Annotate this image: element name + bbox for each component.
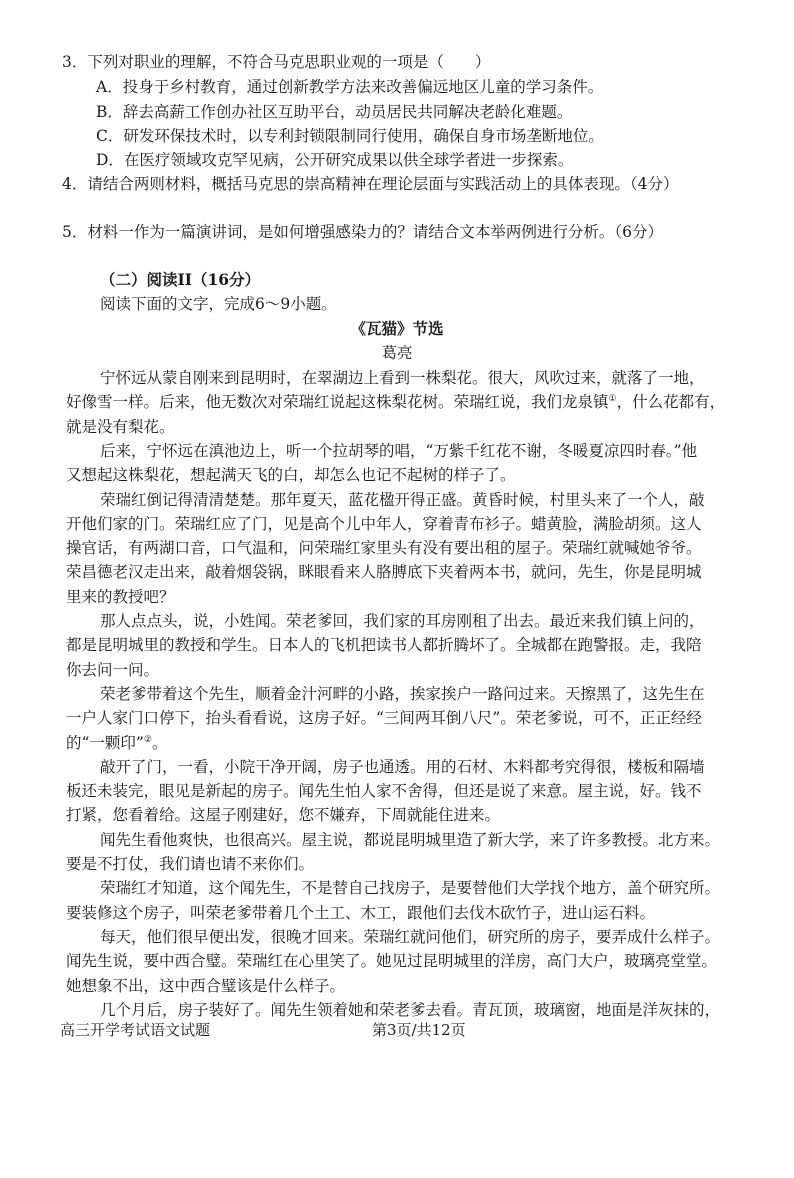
question-3-option-b: B．辞去高薪工作创办社区互助平台，动员居民共同解决老龄化难题。 (96, 103, 573, 121)
passage-line-text: 一户人家门口停下，抬头看看说，这房子好。“三间两耳倒八尺”。荣老爹说，可不，正正经经 (66, 709, 702, 727)
passage-line-text: 打紧，您看着给。这屋子刚建好，您不嫌弃，下周就能住进来。 (66, 806, 501, 824)
passage-line (100, 878, 720, 898)
passage-line (66, 660, 159, 680)
passage-line (66, 635, 702, 655)
footer-page-number: 第3页/共12页 (372, 1021, 466, 1039)
passage-line (100, 611, 705, 631)
question-3-option-a: A．投身于乡村教育，通过创新教学方法来改善偏远地区儿童的学习条件。 (96, 78, 604, 96)
passage-line-text: 闻先生说，要中西合璧。荣瑞红在心里笑了。她见过昆明城里的洋房，高门大户，玻璃亮堂堂。 (66, 952, 718, 970)
passage-line (66, 976, 345, 996)
passage-line (66, 465, 516, 485)
passage-line-text: 每天，他们很早便出发，很晚才回来。荣瑞红就问他们，研究所的房子，要弄成什么样子。 (100, 928, 721, 946)
footnote-marker: ① (608, 393, 617, 404)
passage-line (66, 903, 655, 923)
passage-line-text: 就是没有梨花。 (66, 418, 175, 436)
passage-line (100, 757, 705, 777)
passage-line-text: 板还未装完，眼见是新起的房子。闻先生怕人家不舍得，但还是说了来意。屋主说，好。钱不 (66, 782, 702, 800)
passage-title: 《瓦猫》节选 (350, 319, 444, 338)
question-3-option-d: D．在医疗领域攻克罕见病，公开研究成果以供全球学者进一步探索。 (96, 151, 574, 169)
passage-line-text: 荣瑞红倒记得清清楚楚。那年夏天，蓝花楹开得正盛。黄昏时候，村里头来了一个人，敲 (100, 491, 705, 509)
passage-line-text: 后来，宁怀远在滇池边上，听一个拉胡琴的唱，“万紫千红花不谢，冬暖夏凉四时春。”他 (100, 442, 698, 460)
passage-line (100, 927, 720, 947)
passage-line-text: 里来的教授吧？ (66, 588, 175, 606)
passage-line (66, 417, 175, 437)
passage-line-text: 荣老爹带着这个先生，顺着金汁河畔的小路，挨家挨户一路问过来。天擦黑了，这先生在 (100, 685, 705, 703)
footnote-marker: ② (143, 734, 152, 745)
passage-line (100, 830, 720, 850)
passage-line-text: 荣瑞红才知道，这个闻先生，不是替自己找房子，是要替他们大学找个地方，盖个研究所。 (100, 879, 721, 897)
passage-line-text: 荣昌德老汉走出来，敲着烟袋锅，眯眼看来人胳膊底下夹着两本书，就问，先生，你是昆明城 (66, 563, 702, 581)
question-3-stem: 3．下列对职业的理解，不符合马克思职业观的一项是（ ） (62, 53, 491, 71)
question-4: 4．请结合两则材料，概括马克思的崇高精神在理论层面与实践活动上的具体表现。（4分） (62, 175, 679, 193)
passage-line (100, 684, 705, 704)
footer-exam-name: 高三开学考试语文试题 (60, 1021, 211, 1039)
passage-line-text: 开他们家的门。荣瑞红应了门，见是高个儿中年人，穿着青布衫子。蜡黄脸，满脸胡须。这人 (66, 515, 702, 533)
passage-line (66, 538, 702, 558)
section-heading: （二）阅读II（16分） (100, 270, 261, 289)
passage-line-text: 要是不打仗，我们请也请不来你们。 (66, 855, 315, 873)
passage-line-text: 那人点点头，说，小姓闻。荣老爹回，我们家的耳房刚租了出去。最近来我们镇上问的， (100, 612, 705, 630)
passage-line-text: 宁怀远从蒙自刚来到昆明时，在翠湖边上看到一株梨花。很大，风吹过来，就落了一地， (100, 369, 705, 387)
passage-line (66, 805, 500, 825)
passage-line-text: 闻先生看他爽快，也很高兴。屋主说，都说昆明城里造了新大学，来了许多教授。北方来。 (100, 831, 721, 849)
passage-line-text: 操官话，有两湖口音，口气温和，问荣瑞红家里头有没有要出租的屋子。荣瑞红就喊她爷爷。 (66, 539, 702, 557)
section-instruction: 阅读下面的文字，完成6～9小题。 (100, 295, 337, 313)
passage-line-text: 好像雪一样。后来，他无数次对荣瑞红说起这株梨花树。荣瑞红说，我们龙泉镇 (66, 393, 609, 411)
passage-line-text: 几个月后，房子装好了。闻先生领着她和荣老爹去看。青瓦顶，玻璃窗，地面是洋灰抹的， (100, 1001, 721, 1019)
passage-line (66, 392, 725, 412)
passage-line-text: 的“一颗印” (66, 734, 144, 752)
passage-line-text: 要装修这个房子，叫荣老爹带着几个土工、木工，跟他们去伐木砍竹子，进山运石料。 (66, 904, 656, 922)
passage-line (100, 368, 705, 388)
passage-line-text: 她想象不出，这中西合璧该是什么样子。 (66, 977, 346, 995)
question-3-option-c: C．研发环保技术时，以专利封锁限制同行使用，确保自身市场垄断地位。 (96, 127, 604, 145)
passage-line-text: 敲开了门，一看，小院干净开阔，房子也通透。用的石材、木料都考究得很，楼板和隔墙 (100, 758, 705, 776)
passage-line-text: 都是昆明城里的教授和学生。日本人的飞机把读书人都折腾坏了。全城都在跑警报。走，我陪 (66, 636, 702, 654)
passage-line-text-continued: 。 (151, 734, 168, 752)
question-5: 5．材料一作为一篇演讲词，是如何增强感染力的？请结合文本举两例进行分析。（6分） (62, 223, 663, 241)
passage-line (100, 490, 705, 510)
passage-line (100, 441, 697, 461)
passage-line (66, 854, 314, 874)
passage-line (66, 951, 717, 971)
passage-author: 葛亮 (381, 344, 413, 362)
passage-line (66, 733, 167, 753)
passage-line (66, 562, 702, 582)
passage-line (66, 708, 702, 728)
passage-line (66, 587, 175, 607)
passage-line-text-continued: ，什么花都有， (616, 393, 726, 411)
passage-line-text: 又想起这株梨花，想起满天飞的白，却怎么也记不起树的样子了。 (66, 466, 516, 484)
passage-line (66, 514, 702, 534)
passage-line (100, 1000, 720, 1020)
passage-line (66, 781, 702, 801)
passage-line-text: 你去问一问。 (66, 661, 160, 679)
